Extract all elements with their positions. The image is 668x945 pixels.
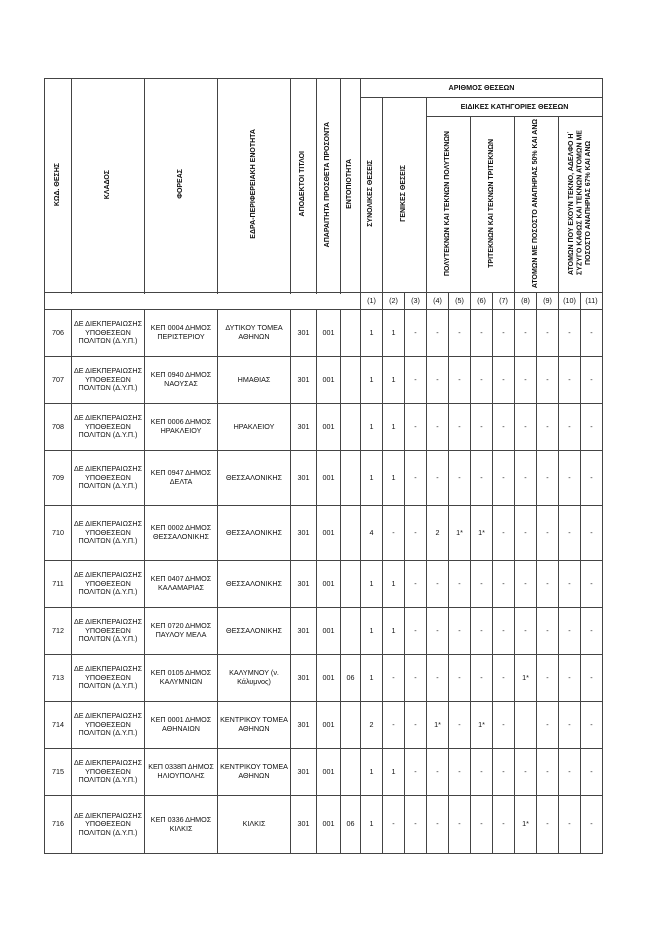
cell-count-11: -	[581, 451, 603, 506]
cell-prosonta: 001	[317, 608, 341, 655]
cell-count-8: 1*	[515, 796, 537, 854]
cell-code: 712	[45, 608, 72, 655]
cell-foreas: ΚΕΠ 0940 ΔΗΜΟΣ ΝΑΟΥΣΑΣ	[145, 357, 218, 404]
cell-count-11: -	[581, 749, 603, 796]
cell-titloi: 301	[291, 561, 317, 608]
cell-count-9: -	[537, 702, 559, 749]
cell-titloi: 301	[291, 451, 317, 506]
cell-count-7: -	[493, 357, 515, 404]
cell-count-11: -	[581, 506, 603, 561]
cell-foreas: ΚΕΠ 0338Π ΔΗΜΟΣ ΗΛΙΟΥΠΟΛΗΣ	[145, 749, 218, 796]
cell-count-10: -	[559, 310, 581, 357]
cell-prosonta: 001	[317, 702, 341, 749]
table-row	[45, 310, 603, 357]
cell-count-4: -	[427, 451, 449, 506]
cell-count-2: 1	[383, 357, 405, 404]
cell-titloi: 301	[291, 749, 317, 796]
cell-count-2: 1	[383, 404, 405, 451]
cell-count-3: -	[405, 404, 427, 451]
col-number: (11)	[581, 293, 603, 310]
table-row	[45, 796, 603, 854]
cell-prosonta: 001	[317, 561, 341, 608]
cell-count-1: 1	[361, 655, 383, 702]
cell-count-5: 1*	[449, 506, 471, 561]
cell-count-7: -	[493, 451, 515, 506]
cell-count-8: -	[515, 451, 537, 506]
col-number: (7)	[493, 293, 515, 310]
cell-count-5: -	[449, 796, 471, 854]
cell-count-8: 1*	[515, 655, 537, 702]
table-row	[45, 608, 603, 655]
cell-count-10: -	[559, 506, 581, 561]
cell-prosonta: 001	[317, 310, 341, 357]
cell-foreas: ΚΕΠ 0407 ΔΗΜΟΣ ΚΑΛΑΜΑΡΙΑΣ	[145, 561, 218, 608]
cell-count-9: -	[537, 310, 559, 357]
cell-klados: ΔΕ ΔΙΕΚΠΕΡΑΙΩΣΗΣ ΥΠΟΘΕΣΕΩΝ ΠΟΛΙΤΩΝ (Δ.Υ.Π.)	[72, 796, 145, 854]
header-synolikes: ΣΥΝΟΛΙΚΕΣ ΘΕΣΕΙΣ	[361, 98, 383, 293]
cell-count-1: 2	[361, 702, 383, 749]
cell-entopiotita	[341, 608, 361, 655]
cell-count-8	[515, 702, 537, 749]
cell-count-4: -	[427, 561, 449, 608]
cell-edra: ΗΜΑΘΙΑΣ	[218, 357, 291, 404]
cell-code: 707	[45, 357, 72, 404]
cell-count-7: -	[493, 561, 515, 608]
cell-klados: ΔΕ ΔΙΕΚΠΕΡΑΙΩΣΗΣ ΥΠΟΘΕΣΕΩΝ ΠΟΛΙΤΩΝ (Δ.Υ.Π.)	[72, 608, 145, 655]
cell-count-11: -	[581, 561, 603, 608]
cell-count-8: -	[515, 561, 537, 608]
cell-code: 708	[45, 404, 72, 451]
cell-count-5: -	[449, 357, 471, 404]
header-entopiotita: ΕΝΤΟΠΙΟΤΗΤΑ	[341, 79, 361, 293]
cell-prosonta: 001	[317, 404, 341, 451]
cell-count-6: -	[471, 357, 493, 404]
cell-foreas: ΚΕΠ 0947 ΔΗΜΟΣ ΔΕΛΤΑ	[145, 451, 218, 506]
cell-count-7: -	[493, 655, 515, 702]
cell-edra: ΔΥΤΙΚΟΥ ΤΟΜΕΑ ΑΘΗΝΩΝ	[218, 310, 291, 357]
col-number: (2)	[383, 293, 405, 310]
cell-count-6: -	[471, 404, 493, 451]
cell-code: 716	[45, 796, 72, 854]
table-row	[45, 506, 603, 561]
table-row	[45, 451, 603, 506]
cell-count-1: 1	[361, 310, 383, 357]
cell-count-8: -	[515, 357, 537, 404]
cell-entopiotita: 06	[341, 655, 361, 702]
cell-klados: ΔΕ ΔΙΕΚΠΕΡΑΙΩΣΗΣ ΥΠΟΘΕΣΕΩΝ ΠΟΛΙΤΩΝ (Δ.Υ.Π.)	[72, 749, 145, 796]
col-number: (6)	[471, 293, 493, 310]
table-row	[45, 749, 603, 796]
cell-klados: ΔΕ ΔΙΕΚΠΕΡΑΙΩΣΗΣ ΥΠΟΘΕΣΕΩΝ ΠΟΛΙΤΩΝ (Δ.Υ.Π.)	[72, 702, 145, 749]
cell-count-7: -	[493, 404, 515, 451]
cell-foreas: ΚΕΠ 0105 ΔΗΜΟΣ ΚΑΛΥΜΝΙΩΝ	[145, 655, 218, 702]
cell-edra: ΘΕΣΣΑΛΟΝΙΚΗΣ	[218, 561, 291, 608]
header-anapiria-67: ΑΤΟΜΩΝ ΠΟΥ ΕΧΟΥΝ ΤΕΚΝΟ, ΑΔΕΛΦΟ Η΄ ΣΥΖΥΓΟ ΚΑΘΩΣ ΚΑΙ ΤΕΚΝΩΝ ΑΤΟΜΩΝ ΜΕ ΠΟΣΟΣΤΟ ΑΝΑΠΗΡΙΑΣ 67% ΚΑΙ ΑΝΩ	[559, 117, 603, 293]
cell-count-4: -	[427, 310, 449, 357]
header-polyteknon: ΠΟΛΥΤΕΚΝΩΝ ΚΑΙ ΤΕΚΝΩΝ ΠΟΛΥΤΕΚΝΩΝ	[427, 117, 471, 293]
cell-count-10: -	[559, 357, 581, 404]
table-row	[45, 357, 603, 404]
cell-klados: ΔΕ ΔΙΕΚΠΕΡΑΙΩΣΗΣ ΥΠΟΘΕΣΕΩΝ ΠΟΛΙΤΩΝ (Δ.Υ.Π.)	[72, 506, 145, 561]
table-row	[45, 655, 603, 702]
cell-count-8: -	[515, 404, 537, 451]
col-number: (1)	[361, 293, 383, 310]
cell-count-4: -	[427, 749, 449, 796]
cell-titloi: 301	[291, 608, 317, 655]
cell-count-10: -	[559, 404, 581, 451]
cell-count-9: -	[537, 796, 559, 854]
cell-count-6: -	[471, 608, 493, 655]
cell-count-3: -	[405, 310, 427, 357]
cell-prosonta: 001	[317, 451, 341, 506]
cell-code: 711	[45, 561, 72, 608]
header-triteknon: ΤΡΙΤΕΚΝΩΝ ΚΑΙ ΤΕΚΝΩΝ ΤΡΙΤΕΚΝΩΝ	[471, 117, 515, 293]
cell-count-1: 1	[361, 451, 383, 506]
cell-count-10: -	[559, 655, 581, 702]
cell-entopiotita	[341, 749, 361, 796]
cell-count-9: -	[537, 561, 559, 608]
header-edra: ΕΔΡΑ-ΠΕΡΙΦΕΡΕΙΑΚΗ ΕΝΟΤΗΤΑ	[218, 79, 291, 293]
cell-count-7: -	[493, 796, 515, 854]
cell-count-9: -	[537, 357, 559, 404]
cell-count-2: 1	[383, 561, 405, 608]
cell-edra: ΚΙΛΚΙΣ	[218, 796, 291, 854]
cell-count-11: -	[581, 796, 603, 854]
cell-edra: ΘΕΣΣΑΛΟΝΙΚΗΣ	[218, 608, 291, 655]
cell-count-2: -	[383, 796, 405, 854]
cell-count-6: 1*	[471, 506, 493, 561]
cell-klados: ΔΕ ΔΙΕΚΠΕΡΑΙΩΣΗΣ ΥΠΟΘΕΣΕΩΝ ΠΟΛΙΤΩΝ (Δ.Υ.Π.)	[72, 655, 145, 702]
cell-count-9: -	[537, 451, 559, 506]
cell-count-8: -	[515, 749, 537, 796]
cell-titloi: 301	[291, 404, 317, 451]
cell-count-2: -	[383, 655, 405, 702]
cell-edra: ΗΡΑΚΛΕΙΟΥ	[218, 404, 291, 451]
cell-count-6: -	[471, 310, 493, 357]
cell-klados: ΔΕ ΔΙΕΚΠΕΡΑΙΩΣΗΣ ΥΠΟΘΕΣΕΩΝ ΠΟΛΙΤΩΝ (Δ.Υ.Π.)	[72, 404, 145, 451]
cell-count-11: -	[581, 655, 603, 702]
cell-count-5: -	[449, 608, 471, 655]
cell-count-2: 1	[383, 608, 405, 655]
cell-count-1: 1	[361, 357, 383, 404]
cell-entopiotita: 06	[341, 796, 361, 854]
cell-count-4: -	[427, 608, 449, 655]
table-body	[45, 310, 603, 854]
header-prosonta: ΑΠΑΡΑΙΤΗΤΑ ΠΡΟΣΘΕΤΑ ΠΡΟΣΟΝΤΑ	[317, 79, 341, 293]
cell-count-2: 1	[383, 749, 405, 796]
cell-code: 709	[45, 451, 72, 506]
cell-count-5: -	[449, 749, 471, 796]
cell-count-1: 1	[361, 561, 383, 608]
cell-code: 713	[45, 655, 72, 702]
cell-count-10: -	[559, 749, 581, 796]
cell-count-7: -	[493, 608, 515, 655]
cell-klados: ΔΕ ΔΙΕΚΠΕΡΑΙΩΣΗΣ ΥΠΟΘΕΣΕΩΝ ΠΟΛΙΤΩΝ (Δ.Υ.Π.)	[72, 310, 145, 357]
header-code: ΚΩΔ. ΘΕΣΗΣ	[45, 79, 72, 293]
cell-entopiotita	[341, 702, 361, 749]
cell-prosonta: 001	[317, 655, 341, 702]
cell-entopiotita	[341, 506, 361, 561]
cell-count-4: -	[427, 404, 449, 451]
cell-count-2: -	[383, 702, 405, 749]
header-titloi: ΑΠΟΔΕΚΤΟΙ ΤΙΤΛΟΙ	[291, 79, 317, 293]
cell-count-5: -	[449, 561, 471, 608]
table-row	[45, 404, 603, 451]
cell-count-9: -	[537, 506, 559, 561]
cell-count-6: -	[471, 796, 493, 854]
cell-count-8: -	[515, 310, 537, 357]
cell-code: 714	[45, 702, 72, 749]
header-anapiria-50: ΑΤΟΜΩΝ ΜΕ ΠΟΣΟΣΤΟ ΑΝΑΠΗΡΙΑΣ 50% ΚΑΙ ΑΝΩ	[515, 117, 559, 293]
cell-count-5: -	[449, 451, 471, 506]
header-arithmos-theseon: ΑΡΙΘΜΟΣ ΘΕΣΕΩΝ	[361, 79, 603, 98]
cell-foreas: ΚΕΠ 0002 ΔΗΜΟΣ ΘΕΣΣΑΛΟΝΙΚΗΣ	[145, 506, 218, 561]
cell-entopiotita	[341, 404, 361, 451]
cell-entopiotita	[341, 451, 361, 506]
cell-count-3: -	[405, 796, 427, 854]
cell-count-10: -	[559, 702, 581, 749]
cell-count-7: -	[493, 310, 515, 357]
cell-count-9: -	[537, 749, 559, 796]
cell-prosonta: 001	[317, 357, 341, 404]
cell-count-3: -	[405, 451, 427, 506]
header-klados: ΚΛΑΔΟΣ	[72, 79, 145, 293]
cell-foreas: ΚΕΠ 0006 ΔΗΜΟΣ ΗΡΑΚΛΕΙΟΥ	[145, 404, 218, 451]
cell-count-6: -	[471, 451, 493, 506]
cell-count-4: -	[427, 357, 449, 404]
cell-count-3: -	[405, 357, 427, 404]
cell-count-10: -	[559, 608, 581, 655]
cell-count-8: -	[515, 506, 537, 561]
header-eidikes: ΕΙΔΙΚΕΣ ΚΑΤΗΓΟΡΙΕΣ ΘΕΣΕΩΝ	[427, 98, 603, 117]
cell-count-3: -	[405, 702, 427, 749]
cell-count-5: -	[449, 310, 471, 357]
cell-count-9: -	[537, 404, 559, 451]
cell-count-2: 1	[383, 310, 405, 357]
cell-count-7: -	[493, 506, 515, 561]
col-number: (5)	[449, 293, 471, 310]
cell-count-3: -	[405, 749, 427, 796]
cell-count-2: 1	[383, 451, 405, 506]
cell-count-11: -	[581, 310, 603, 357]
cell-count-10: -	[559, 451, 581, 506]
cell-foreas: ΚΕΠ 0001 ΔΗΜΟΣ ΑΘΗΝΑΙΩΝ	[145, 702, 218, 749]
cell-edra: ΘΕΣΣΑΛΟΝΙΚΗΣ	[218, 506, 291, 561]
cell-count-5: -	[449, 404, 471, 451]
cell-count-6: -	[471, 749, 493, 796]
cell-count-1: 1	[361, 796, 383, 854]
cell-count-1: 1	[361, 404, 383, 451]
cell-code: 706	[45, 310, 72, 357]
col-number: (4)	[427, 293, 449, 310]
cell-count-4: -	[427, 655, 449, 702]
cell-count-11: -	[581, 357, 603, 404]
cell-count-10: -	[559, 561, 581, 608]
cell-klados: ΔΕ ΔΙΕΚΠΕΡΑΙΩΣΗΣ ΥΠΟΘΕΣΕΩΝ ΠΟΛΙΤΩΝ (Δ.Υ.Π.)	[72, 451, 145, 506]
cell-count-5: -	[449, 655, 471, 702]
header-genikes: ΓΕΝΙΚΕΣ ΘΕΣΕΙΣ	[383, 98, 427, 293]
cell-edra: ΚΑΛΥΜΝΟΥ (ν. Κάλυμνος)	[218, 655, 291, 702]
cell-code: 710	[45, 506, 72, 561]
col-number: (10)	[559, 293, 581, 310]
cell-titloi: 301	[291, 655, 317, 702]
cell-count-9: -	[537, 655, 559, 702]
cell-count-3: -	[405, 608, 427, 655]
cell-count-3: -	[405, 655, 427, 702]
col-number: (8)	[515, 293, 537, 310]
table-row	[45, 561, 603, 608]
positions-table	[44, 78, 603, 854]
col-number: (3)	[405, 293, 427, 310]
header-blank	[45, 293, 361, 310]
header-foreas: ΦΟΡΕΑΣ	[145, 79, 218, 293]
cell-count-8: -	[515, 608, 537, 655]
cell-count-3: -	[405, 561, 427, 608]
cell-count-9: -	[537, 608, 559, 655]
cell-code: 715	[45, 749, 72, 796]
cell-entopiotita	[341, 561, 361, 608]
cell-count-6: -	[471, 655, 493, 702]
cell-count-11: -	[581, 404, 603, 451]
cell-foreas: ΚΕΠ 0720 ΔΗΜΟΣ ΠΑΥΛΟΥ ΜΕΛΑ	[145, 608, 218, 655]
cell-count-3: -	[405, 506, 427, 561]
cell-foreas: ΚΕΠ 0004 ΔΗΜΟΣ ΠΕΡΙΣΤΕΡΙΟΥ	[145, 310, 218, 357]
cell-count-1: 1	[361, 608, 383, 655]
col-number: (9)	[537, 293, 559, 310]
cell-count-2: -	[383, 506, 405, 561]
cell-edra: ΘΕΣΣΑΛΟΝΙΚΗΣ	[218, 451, 291, 506]
cell-entopiotita	[341, 357, 361, 404]
cell-titloi: 301	[291, 357, 317, 404]
cell-titloi: 301	[291, 506, 317, 561]
cell-klados: ΔΕ ΔΙΕΚΠΕΡΑΙΩΣΗΣ ΥΠΟΘΕΣΕΩΝ ΠΟΛΙΤΩΝ (Δ.Υ.Π.)	[72, 357, 145, 404]
cell-klados: ΔΕ ΔΙΕΚΠΕΡΑΙΩΣΗΣ ΥΠΟΘΕΣΕΩΝ ΠΟΛΙΤΩΝ (Δ.Υ.Π.)	[72, 561, 145, 608]
cell-count-4: -	[427, 796, 449, 854]
cell-count-5: -	[449, 702, 471, 749]
cell-titloi: 301	[291, 702, 317, 749]
cell-count-6: -	[471, 561, 493, 608]
cell-count-4: 2	[427, 506, 449, 561]
cell-entopiotita	[341, 310, 361, 357]
cell-count-4: 1*	[427, 702, 449, 749]
cell-titloi: 301	[291, 310, 317, 357]
cell-count-1: 4	[361, 506, 383, 561]
cell-prosonta: 001	[317, 796, 341, 854]
cell-titloi: 301	[291, 796, 317, 854]
cell-count-1: 1	[361, 749, 383, 796]
cell-count-7: -	[493, 749, 515, 796]
cell-edra: ΚΕΝΤΡΙΚΟΥ ΤΟΜΕΑ ΑΘΗΝΩΝ	[218, 749, 291, 796]
cell-count-6: 1*	[471, 702, 493, 749]
cell-count-7: -	[493, 702, 515, 749]
cell-prosonta: 001	[317, 506, 341, 561]
cell-count-10: -	[559, 796, 581, 854]
cell-foreas: ΚΕΠ 0336 ΔΗΜΟΣ ΚΙΛΚΙΣ	[145, 796, 218, 854]
cell-count-11: -	[581, 608, 603, 655]
table-row	[45, 702, 603, 749]
cell-count-11: -	[581, 702, 603, 749]
cell-edra: ΚΕΝΤΡΙΚΟΥ ΤΟΜΕΑ ΑΘΗΝΩΝ	[218, 702, 291, 749]
cell-prosonta: 001	[317, 749, 341, 796]
